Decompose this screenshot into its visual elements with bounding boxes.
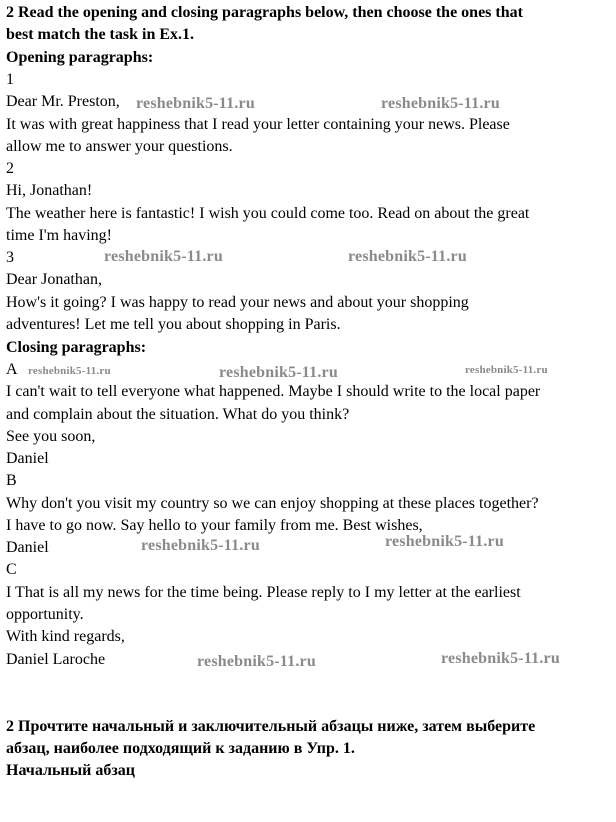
task-heading-line-1: 2 Read the opening and closing paragraphs below, then choose the ones that (6, 4, 523, 21)
opening-2-line-1: Hi, Jonathan! (6, 182, 93, 199)
watermark: reshebnik5-11.ru (441, 650, 560, 667)
ru-task-heading-line-2: абзац, наиболее подходящий к заданию в Упр. 1. (6, 740, 355, 757)
closing-c-line-1: I That is all my news for the time being. Please reply to I my letter at the earliest (6, 584, 521, 601)
opening-3-line-1: Dear Jonathan, (6, 271, 102, 288)
opening-3-line-2: How's it going? I was happy to read your news and about your shopping (6, 294, 469, 311)
closing-b-line-1: Why don't you visit my country so we can enjoy shopping at these places together? (6, 495, 539, 512)
opening-1-line-2: It was with great happiness that I read your letter containing your news. Please (6, 116, 510, 133)
watermark: reshebnik5-11.ru (28, 365, 111, 377)
closing-c-line-4: Daniel Laroche (6, 651, 106, 668)
task-heading-line-2: best match the task in Ex.1. (6, 26, 195, 43)
watermark: reshebnik5-11.ru (141, 537, 260, 554)
closing-a-line-1: I can't wait to tell everyone what happened. Maybe I should write to the local paper (6, 383, 541, 400)
watermark: reshebnik5-11.ru (136, 95, 255, 112)
closing-c-line-2: opportunity. (6, 606, 84, 623)
watermark: reshebnik5-11.ru (348, 248, 467, 265)
watermark: reshebnik5-11.ru (465, 364, 548, 376)
watermark: reshebnik5-11.ru (219, 364, 338, 381)
closing-letter-a: A (6, 361, 18, 378)
closing-b-line-2: I have to go now. Say hello to your family from me. Best wishes, (6, 517, 423, 534)
watermark: reshebnik5-11.ru (385, 533, 504, 550)
closing-a-line-2: and complain about the situation. What do you think? (6, 406, 350, 423)
opening-2-line-2: The weather here is fantastic! I wish you could come too. Read on about the great (6, 205, 530, 222)
watermark: reshebnik5-11.ru (381, 95, 500, 112)
closing-letter-c: C (6, 561, 17, 578)
ru-opening-paragraph-title: Начальный абзац (6, 762, 135, 779)
closing-letter-b: B (6, 472, 17, 489)
opening-number-3: 3 (6, 249, 14, 266)
closing-a-line-4: Daniel (6, 450, 49, 467)
opening-3-line-3: adventures! Let me tell you about shopping in Paris. (6, 316, 341, 333)
closing-paragraphs-title: Closing paragraphs: (6, 339, 147, 356)
opening-number-2: 2 (6, 160, 14, 177)
opening-1-line-1: Dear Mr. Preston, (6, 93, 120, 110)
opening-1-line-3: allow me to answer your questions. (6, 138, 233, 155)
opening-2-line-3: time I'm having! (6, 227, 112, 244)
watermark: reshebnik5-11.ru (104, 248, 223, 265)
closing-c-line-3: With kind regards, (6, 628, 125, 645)
closing-a-line-3: See you soon, (6, 428, 96, 445)
closing-b-line-3: Daniel (6, 539, 49, 556)
opening-paragraphs-title: Opening paragraphs: (6, 49, 154, 66)
watermark: reshebnik5-11.ru (197, 653, 316, 670)
ru-task-heading-line-1: 2 Прочтите начальный и заключительный абзацы ниже, затем выберите (6, 718, 536, 735)
opening-number-1: 1 (6, 71, 14, 88)
